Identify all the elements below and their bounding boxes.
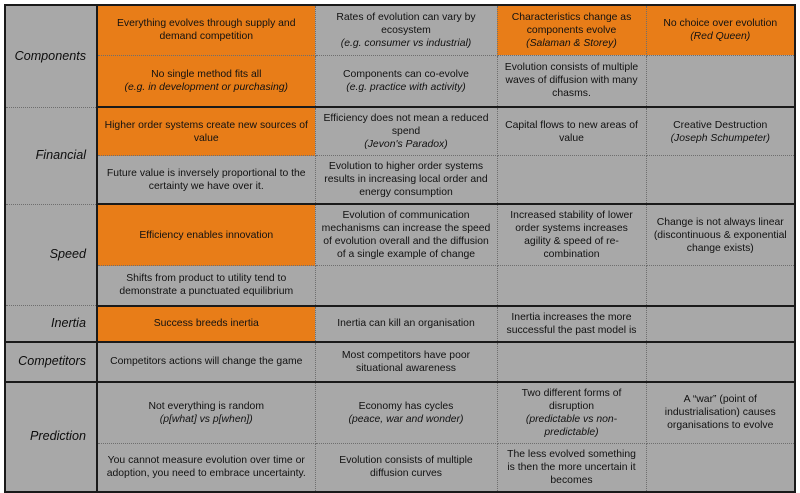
matrix-cell [497, 107, 646, 156]
matrix-cell [315, 382, 497, 444]
matrix-cell-empty [646, 443, 795, 492]
matrix-cell [97, 5, 315, 55]
cell-statement: Competitors actions will change the game [110, 356, 303, 367]
matrix-cell [315, 156, 497, 205]
cell-statement: Components can co-evolve [343, 68, 469, 80]
cell-statement: Change is not always linear (discontinuous & exponential change exists) [653, 216, 787, 254]
evolution-characteristics-matrix [0, 4, 800, 486]
matrix-cell [497, 5, 646, 55]
matrix-cell [646, 382, 795, 444]
matrix-cell [497, 306, 646, 342]
cell-statement: Efficiency does not mean a reduced spend [323, 113, 489, 137]
cell-statement: Two different forms of disruption [521, 387, 622, 412]
row-label-competitors: Competitors [5, 342, 97, 382]
matrix-cell [97, 443, 315, 492]
cell-statement: Increased stability of lower order systems increases agility & speed of re-combination [510, 210, 633, 260]
row-label-components: Components [5, 5, 97, 107]
matrix-row [5, 5, 795, 55]
matrix-cell [646, 107, 795, 156]
cell-attribution: (p[what] vs p[when]) [159, 413, 253, 425]
matrix-cell [315, 5, 497, 55]
cell-statement: Capital flows to new areas of value [505, 119, 638, 144]
matrix-row [5, 382, 795, 444]
cell-statement: The less evolved something is then the more uncertain it becomes [507, 448, 636, 486]
cell-attribution: (predictable vs non-predictable) [525, 413, 618, 438]
matrix-cell-empty [315, 266, 497, 306]
cell-statement: No single method fits all [151, 68, 262, 80]
matrix-cell-empty [497, 266, 646, 306]
cell-statement: Not everything is random [148, 400, 264, 412]
matrix-cell [97, 204, 315, 266]
matrix-cell-empty [646, 306, 795, 342]
matrix-cell-empty [497, 342, 646, 382]
matrix-table [4, 4, 796, 493]
matrix-row [5, 443, 795, 492]
matrix-cell [646, 5, 795, 55]
cell-statement: Everything evolves through supply and demand competition [117, 18, 296, 43]
matrix-row [5, 342, 795, 382]
matrix-cell [97, 107, 315, 156]
cell-statement: A “war” (point of industrialisation) causes organisations to evolve [664, 394, 776, 431]
matrix-cell [497, 382, 646, 444]
cell-statement: No choice over evolution [663, 18, 778, 30]
row-label-speed: Speed [5, 204, 97, 306]
matrix-cell [315, 204, 497, 266]
cell-statement: Higher order systems create new sources of value [104, 119, 308, 144]
matrix-row [5, 107, 795, 156]
matrix-cell [497, 443, 646, 492]
cell-attribution: (e.g. practice with activity) [346, 81, 466, 93]
matrix-cell [97, 156, 315, 205]
row-label-prediction: Prediction [5, 382, 97, 492]
cell-statement: Efficiency enables innovation [139, 229, 274, 241]
matrix-cell [315, 55, 497, 107]
cell-statement: Rates of evolution can vary by ecosystem [336, 11, 476, 36]
cell-attribution: (Joseph Schumpeter) [670, 132, 770, 144]
matrix-row [5, 55, 795, 107]
cell-statement: Inertia increases the more successful the past model is [506, 311, 637, 336]
matrix-row [5, 156, 795, 205]
matrix-cell [315, 107, 497, 156]
cell-attribution: (e.g. in development or purchasing) [124, 81, 288, 93]
cell-statement: Evolution to higher order systems results in increasing local order and energy consumption [324, 161, 488, 198]
cell-statement: Evolution consists of multiple diffusion curves [339, 455, 473, 479]
cell-statement: Success breeds inertia [153, 318, 259, 329]
matrix-cell [646, 204, 795, 266]
matrix-cell-empty [646, 156, 795, 205]
matrix-cell [97, 382, 315, 444]
matrix-cell [497, 204, 646, 266]
matrix-cell [97, 306, 315, 342]
matrix-cell [315, 443, 497, 492]
cell-statement: You cannot measure evolution over time or adoption, you need to embrace uncertainty. [106, 455, 306, 479]
matrix-cell [97, 266, 315, 306]
matrix-cell-empty [646, 266, 795, 306]
cell-statement: Most competitors have poor situational awareness [341, 349, 471, 374]
matrix-cell [97, 55, 315, 107]
cell-statement: Future value is inversely proportional to the certainty we have over it. [106, 167, 306, 192]
matrix-cell-empty [646, 55, 795, 107]
cell-statement: Inertia can kill an organisation [337, 318, 475, 329]
cell-attribution: (Red Queen) [690, 31, 751, 43]
cell-statement: Economy has cycles [358, 400, 454, 412]
row-label-inertia: Inertia [5, 306, 97, 342]
matrix-row [5, 306, 795, 342]
matrix-cell [315, 306, 497, 342]
matrix-row [5, 204, 795, 266]
cell-attribution: (peace, war and wonder) [348, 413, 464, 425]
cell-statement: Evolution consists of multiple waves of diffusion with many chasms. [504, 62, 639, 100]
cell-statement: Shifts from product to utility tend to demonstrate a punctuated equilibrium [119, 273, 294, 298]
cell-statement: Evolution of communication mechanisms can increase the speed of evolution overall and the diffusion of a single example of change [321, 210, 491, 260]
matrix-cell [315, 342, 497, 382]
matrix-cell-empty [646, 342, 795, 382]
row-label-financial: Financial [5, 107, 97, 204]
cell-statement: Creative Destruction [673, 119, 768, 131]
cell-attribution: (Salaman & Storey) [526, 37, 617, 49]
matrix-cell [497, 55, 646, 107]
matrix-cell-empty [497, 156, 646, 205]
cell-attribution: (e.g. consumer vs industrial) [340, 37, 472, 49]
matrix-row [5, 266, 795, 306]
cell-statement: Characteristics change as components evolve [511, 11, 632, 36]
cell-attribution: (Jevon's Paradox) [364, 139, 448, 150]
matrix-cell [97, 342, 315, 382]
